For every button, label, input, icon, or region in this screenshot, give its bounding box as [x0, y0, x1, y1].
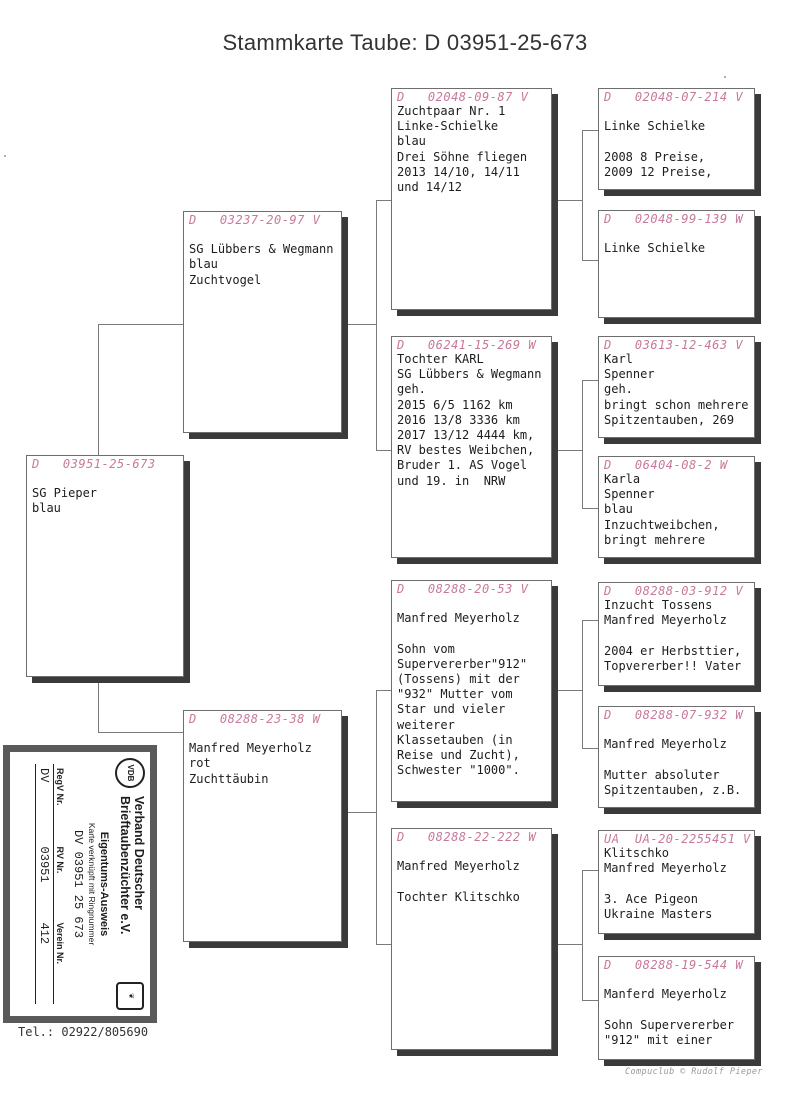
pigeon-box-ggm-2[interactable]	[598, 456, 755, 558]
note-line: Reise und Zucht),	[397, 748, 520, 762]
note-line: und 19. in NRW	[397, 473, 506, 488]
note-line: Zuchtvogel	[189, 272, 262, 287]
note-line: Supervererber"912"	[397, 656, 528, 671]
note-line: 2017 13/12 4444 km,	[397, 428, 535, 443]
ring-number: D 06404-08-2 W	[604, 458, 728, 472]
ring-number: D 02048-99-139 W	[604, 212, 744, 226]
note-line	[397, 844, 547, 859]
pigeon-notes	[392, 844, 551, 905]
note-line	[32, 471, 179, 486]
card-title: Eigentums-Ausweis	[98, 831, 110, 937]
note-line: RV bestes Weibchen,	[397, 443, 535, 458]
note-line	[604, 226, 750, 241]
note-line: Manfred Meyerholz	[604, 861, 727, 876]
pigeon-notes	[27, 471, 183, 517]
note-line: Drei Söhne fliegen	[397, 149, 528, 164]
pigeon-box-maternal-grandmother[interactable]	[391, 828, 552, 1050]
card-ring-number: DV 03951 25 673	[71, 829, 85, 939]
pigeon-notes	[599, 846, 754, 922]
note-line: SG Pieper	[32, 486, 98, 501]
note-line: SG Lübbers & Wegmann	[189, 242, 334, 257]
card-org-line2: Brieftaubenzüchter e.V.	[118, 796, 132, 935]
ring-number: D 08288-19-544 W	[604, 958, 744, 972]
note-line: bringt mehrere	[604, 532, 706, 547]
note-line: Inzuchtweibchen,	[604, 517, 720, 532]
ring-number: D 02048-07-214 V	[604, 90, 744, 104]
ring-number: D 08288-03-912 V	[604, 584, 744, 598]
note-line	[604, 1002, 750, 1017]
note-line: Tochter KARL	[397, 352, 484, 366]
ring-number: D 08288-23-38 W	[189, 712, 321, 726]
pigeon-box-ggf-1[interactable]	[598, 88, 755, 190]
note-line	[604, 104, 750, 119]
note-line: Spitzentauben, z.B.	[604, 782, 742, 797]
note-line: 2004 er Herbsttier,	[604, 643, 742, 658]
note-line: Spitzentauben, 269	[604, 412, 735, 427]
note-line: 3. Ace Pigeon	[604, 891, 698, 906]
ring-number: D 08288-07-932 W	[604, 708, 744, 722]
note-line	[604, 972, 750, 987]
note-line: Bruder 1. AS Vogel	[397, 458, 528, 473]
note-line	[604, 134, 750, 149]
note-line: 2015 6/5 1162 km	[397, 397, 513, 412]
pigeon-notes	[599, 598, 754, 674]
note-line: "932" Mutter vom	[397, 687, 513, 702]
note-line: blau	[189, 257, 218, 272]
note-line	[604, 628, 750, 643]
card-value-regv: DV	[36, 764, 54, 843]
note-line: 2009 12 Preise,	[604, 164, 713, 179]
note-line: geh.	[397, 382, 426, 397]
page-title: Stammkarte Taube: D 03951-25-673	[222, 30, 588, 55]
card-header-regv: RegV Nr.	[54, 764, 67, 843]
ring-number: D 08288-22-222 W	[397, 830, 537, 844]
note-line: Mutter absoluter	[604, 767, 720, 782]
note-line: 2016 13/8 3336 km	[397, 412, 520, 427]
card-subtitle: Karte verknüpft mit Ringnummer	[87, 822, 97, 946]
note-line: 2008 8 Preise,	[604, 149, 706, 164]
ring-number: D 08288-20-53 V	[397, 582, 529, 596]
note-line: Manfred Meyerholz	[397, 859, 520, 874]
pigeon-box-ggm-4[interactable]	[598, 956, 755, 1060]
pigeon-box-ggf-4[interactable]	[598, 830, 755, 934]
ring-number: D 06241-15-269 W	[397, 338, 537, 352]
note-line: Sohn vom	[397, 641, 455, 656]
note-line: weiterer	[397, 717, 455, 732]
pigeon-notes	[599, 722, 754, 798]
pigeon-box-ggm-1[interactable]	[598, 210, 755, 318]
note-line: Sohn Supervererber	[604, 1017, 735, 1032]
pigeon-notes	[599, 972, 754, 1048]
scan-speck	[724, 76, 726, 78]
ownership-card	[3, 745, 157, 1023]
pigeon-notes	[392, 352, 551, 489]
card-org-line1: Verband Deutscher	[132, 796, 146, 910]
pigeon-notes	[599, 352, 754, 428]
note-line	[397, 626, 547, 641]
note-line: Linke Schielke	[604, 241, 706, 256]
phone-number: Tel.: 02922/805690	[18, 1025, 149, 1039]
note-line: Zuchttäubin	[189, 771, 269, 786]
note-line: Linke-Schielke	[397, 119, 499, 134]
verband-logo-icon: VDB	[115, 758, 145, 788]
ring-number: D 03613-12-463 V	[604, 338, 744, 352]
note-line: Spenner	[604, 367, 655, 382]
note-line: Zuchtpaar Nr. 1	[397, 104, 506, 118]
note-line	[189, 726, 337, 741]
pigeon-box-mother[interactable]	[183, 710, 342, 942]
scan-speck	[4, 155, 6, 157]
note-line	[397, 874, 547, 889]
note-line: Manfred Meyerholz	[604, 613, 727, 628]
pigeon-notes	[392, 596, 551, 778]
pigeon-box-maternal-grandfather[interactable]	[391, 580, 552, 802]
emblem-icon: ❦	[116, 982, 144, 1010]
pigeon-notes	[184, 726, 341, 787]
note-line: Karl	[604, 352, 633, 366]
footer-credit: Compuclub © Rudolf Pieper	[625, 1067, 763, 1077]
note-line: Karla	[604, 472, 641, 486]
note-line: Klassetauben (in	[397, 732, 513, 747]
note-line	[189, 227, 337, 242]
note-line: Inzucht Tossens	[604, 598, 713, 612]
note-line	[604, 722, 750, 737]
note-line: Star und vieler	[397, 702, 506, 717]
note-line: Tochter Klitschko	[397, 889, 520, 904]
pigeon-notes	[599, 472, 754, 548]
ring-number: D 03951-25-673	[32, 457, 156, 471]
note-line	[604, 876, 750, 891]
note-line: bringt schon mehrere	[604, 397, 749, 412]
note-line: 2013 14/10, 14/11	[397, 164, 520, 179]
note-line: Manferd Meyerholz	[604, 987, 727, 1002]
card-value-rv: 03951	[36, 843, 54, 919]
note-line: Ukraine Masters	[604, 906, 713, 921]
pigeon-box-ggm-3[interactable]	[598, 706, 755, 808]
note-line: Spenner	[604, 487, 655, 502]
card-header-verein: Verein Nr.	[54, 919, 67, 1005]
note-line: Klitschko	[604, 846, 670, 860]
note-line: Linke Schielke	[604, 119, 706, 134]
note-line: Manfred Meyerholz	[189, 741, 312, 756]
pigeon-notes	[599, 226, 754, 256]
pigeon-notes	[184, 227, 341, 288]
pigeon-notes	[392, 104, 551, 195]
pigeon-notes	[599, 104, 754, 180]
card-value-verein: 412	[36, 919, 54, 1005]
card-header-rv: RV Nr.	[54, 843, 67, 919]
card-table	[35, 764, 66, 1004]
pigeon-box-paternal-grandfather[interactable]	[391, 88, 552, 310]
pigeon-box-paternal-grandmother[interactable]	[391, 336, 552, 558]
note-line: SG Lübbers & Wegmann	[397, 367, 542, 382]
note-line: geh.	[604, 382, 633, 397]
pigeon-box-father[interactable]	[183, 211, 342, 433]
ring-number: D 02048-09-87 V	[397, 90, 529, 104]
note-line: und 14/12	[397, 180, 463, 195]
note-line: Schwester "1000".	[397, 763, 520, 778]
ring-number: UA UA-20-2255451 V	[604, 832, 751, 846]
note-line: Topvererber!! Vater	[604, 658, 742, 673]
pigeon-box-subject[interactable]	[26, 455, 184, 677]
note-line: rot	[189, 756, 211, 771]
note-line: Manfred Meyerholz	[604, 737, 727, 752]
note-line: blau	[604, 502, 633, 517]
pigeon-box-ggf-3[interactable]	[598, 582, 755, 686]
ring-number: D 03237-20-97 V	[189, 213, 321, 227]
pigeon-box-ggf-2[interactable]	[598, 336, 755, 438]
note-line: blau	[397, 134, 426, 149]
note-line: Manfred Meyerholz	[397, 611, 520, 626]
note-line: "912" mit einer	[604, 1032, 713, 1047]
note-line: blau	[32, 501, 61, 516]
note-line	[604, 752, 750, 767]
note-line	[397, 596, 547, 611]
note-line: (Tossens) mit der	[397, 671, 520, 686]
